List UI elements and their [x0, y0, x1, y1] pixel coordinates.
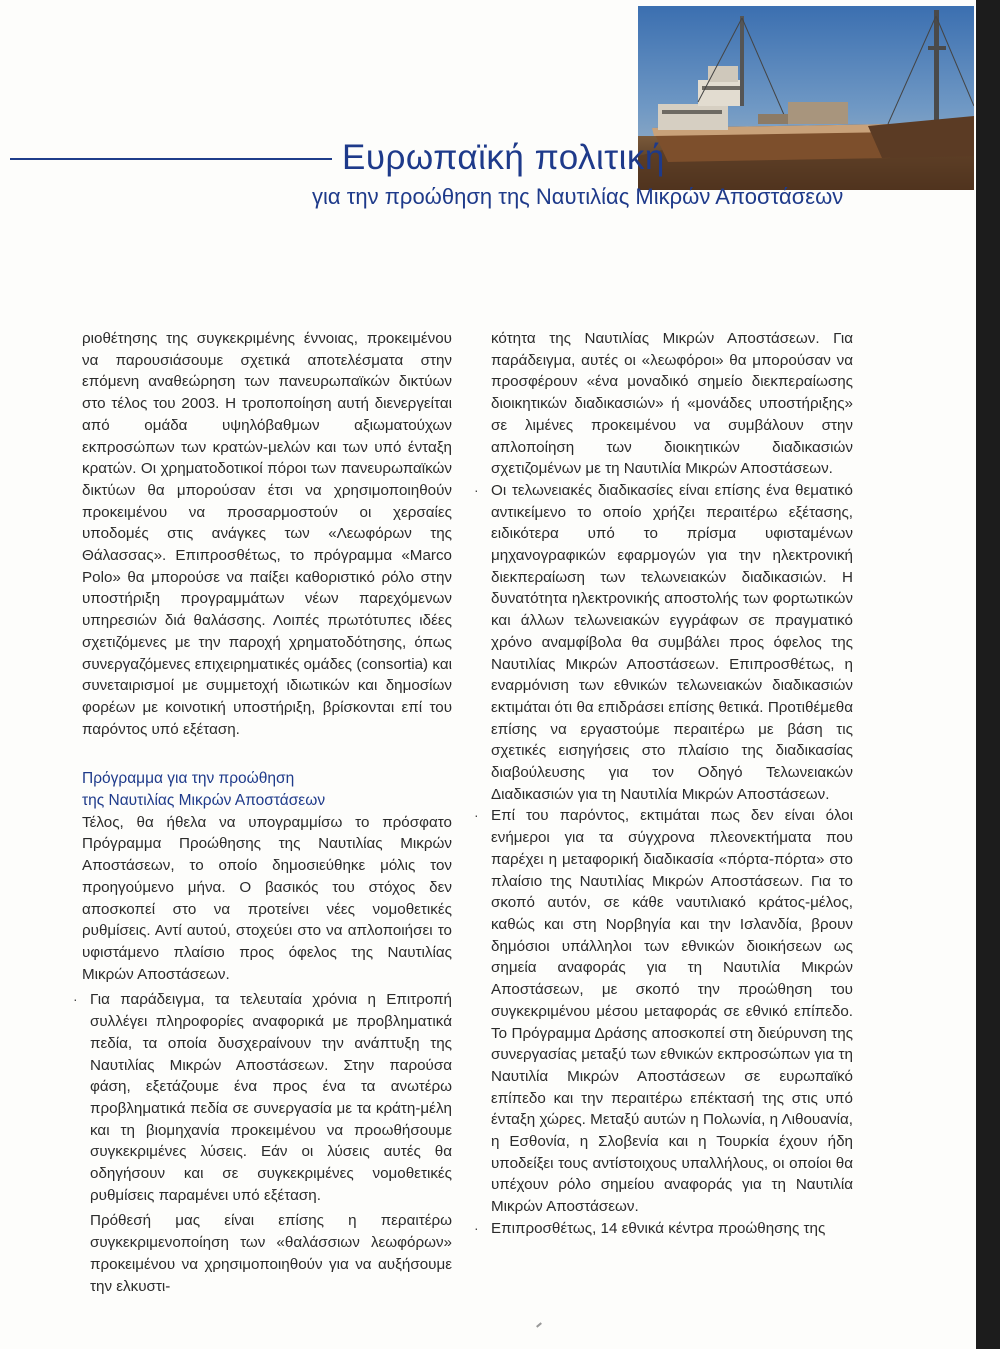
- ship-photo: [638, 6, 974, 190]
- bullet-dot: ·: [474, 1219, 479, 1236]
- scan-edge: [976, 0, 1000, 1349]
- bullet-item: [474, 1218, 853, 1240]
- header-rule: [10, 158, 332, 160]
- scan-mark: [536, 1322, 542, 1327]
- bullet-item: [474, 805, 853, 1217]
- bullet-dot: ·: [474, 481, 479, 498]
- program-paragraph: Τέλος, θα ήθελα να υπογραμμίσω το πρόσφατο Πρόγραμμα Προώθησης της Ναυτιλίας Μικρών Αποστάσεων, το οποίο δημοσιεύθηκε μόλις τον προηγούμενο μήνα. Ο βασικός του στόχος δεν αποσκοπεί στο να προτείνει νέες νομοθετικές ρυθμίσεις. Αντί αυτού, στοχεύει στο να απλοποιήσει το υφιστάμενο πλαίσιο προς όφελος της Ναυτιλίας Μικρών Αποστάσεων.: [82, 813, 452, 983]
- intention-paragraph: Πρόθεσή μας είναι επίσης η περαιτέρω συγκεκριμενοποίηση των «θαλάσσιων λεωφόρων» προκειμένου να χρησιμοποιηθούν για να αυξήσουμε την ελκυστι-: [90, 1212, 452, 1295]
- section-heading-line1: Πρόγραμμα για την προώθηση: [82, 770, 295, 788]
- left-column: [73, 328, 452, 1297]
- bullet-dot: ·: [474, 807, 479, 824]
- continued-paragraph: κότητα της Ναυτιλίας Μικρών Αποστάσεων. Για παράδειγμα, αυτές οι «λεωφόροι» θα μπορούσαν να προσφέρουν «ένα μοναδικό σημείο διεκπεραίωσης διοικητικών διαδικασιών» ή «μονάδες υποστήριξης» σε λιμένες προκειμένου να συμβάλουν στην απλοποίηση των διοικητικών διαδικασιών σχετιζομένων με τη Ναυτιλία Μικρών Αποστάσεων.: [491, 330, 853, 478]
- bullet-text: Για παράδειγμα, τα τελευταία χρόνια η Επιτροπή συλλέγει πληροφορίες αναφορικά με προβληματικά πεδία, τα οποία δυσχεραίνουν την ανάπτυξη της Ναυτιλίας Μικρών Αποστάσεων. Στην παρούσα φάση, εξετάζουμε ένα προς ένα τα ανωτέρω προβληματικά πεδία σε συνεργασία με τα κράτη-μέλη και τη βιομηχανία προκειμένου να προωθήσουμε συγκεκριμένες λύσεις. Εάν οι λύσεις αυτές θα οδηγήσουν και σε συγκεκριμένες νομοθετικές ρυθμίσεις παραμένει υπό εξέταση.: [90, 991, 452, 1204]
- bullet-item: [474, 480, 853, 806]
- intro-paragraph: ριοθέτησης της συγκεκριμένης έννοιας, προκειμένου να παρουσιάσουμε σχετικά αποτελέσματα στην επόμενη αναθεώρηση των πανευρωπαϊκών δικτύων στο τέλος του 2003. Η τροποποίηση αυτή διενεργείται από ομάδα υψηλόβαθμων αξιωματούχων εκπροσώπων των κρατών-μελών και των υπό ένταξη κρατών. Οι χρηματοδοτικοί πόροι των πανευρωπαϊκών δικτύων θα μπορούσαν έτσι να χρησιμοποιηθούν προκειμένου να προσαρμοστούν οι χερσαίες υποδομές στις ανάγκες των «Λεωφόρων της Θάλασσας». Επιπροσθέτως, το πρόγραμμα «Marco Polo» θα μπορούσε να παίξει καθοριστικό ρόλο στην υποστήριξη προγραμμάτων νέων παρεχόμενων υπηρεσιών διά θαλάσσης. Λοιπές πρωτότυπες ιδέες σχετιζόμενες με την παροχή χρηματοδότησης, όπως συνεργαζόμενες επιχειρηματικές ομάδες (consortia) και συνεταιρισμοί με συμμετοχή ιδιωτικών και δημοσίων φορέων με κοινοτική υποστήριξη, βρίσκονται επί του παρόντος υπό εξέταση.: [82, 330, 452, 738]
- section-heading: [82, 768, 452, 811]
- section-heading-line2: της Ναυτιλίας Μικρών Αποστάσεων: [82, 792, 326, 810]
- bullet-dot: ·: [73, 991, 78, 1008]
- bullet-text: Επί του παρόντος, εκτιμάται πως δεν είναι όλοι ενήμεροι για τα σύγχρονα πλεονεκτήματα που παρέχει η μεταφορική διαδικασία «πόρτα-πόρτα» στο πλαίσιο της Ναυτιλίας Μικρών Αποστάσεων. Για το σκοπό αυτόν, σε κάθε ναυτιλιακό κράτος-μέλος, καθώς και στη Νορβηγία και την Ισλανδία, βρουν δημόσιοι υπάλληλοι των εθνικών διοικήσεων ως σημεία αναφοράς για τη Ναυτιλία Μικρών Αποστάσεων, με σκοπό την προώθηση του συγκεκριμένου μέσου μεταφοράς σε εθνικό επίπεδο. Το Πρόγραμμα Δράσης αποσκοπεί στη διεύρυνση της συνεργασίας μεταξύ των εθνικών εκπροσώπων για τη Ναυτιλία Μικρών Αποστάσεων σε ευρωπαϊκό επίπεδο και την περαιτέρω επέκτασή της στις υπό ένταξη χώρες. Μεταξύ αυτών η Πολωνία, η Λιθουανία, η Εσθονία, η Σλοβενία και η Τουρκία έχουν ήδη υποδείξει τους αντίστοιχους υπαλλήλους, οι οποίοι θα υπέχουν ρόλο σημείου αναφοράς για τη Ναυτιλία Μικρών Αποστάσεων.: [491, 807, 853, 1216]
- right-column: [474, 328, 853, 1240]
- bullet-text: Οι τελωνειακές διαδικασίες είναι επίσης ένα θεματικό αντικείμενο το οποίο χρήζει περαιτέρω εξέτασης, ειδικότερα υπό το πρίσμα υφισταμένων μηχανογραφικών εφαρμογών για την ηλεκτρονική διεκπεραίωση των τελωνειακών διαδικασιών. Η δυνατότητα ηλεκτρονικής αποστολής των φορτωτικών και άλλων τελωνειακών εγγράφων σε πραγματικό χρόνο αναμφίβολα θα συμβάλει προς όφελος της Ναυτιλίας Μικρών Αποστάσεων. Επιπροσθέτως, η εναρμόνιση των εθνικών τελωνειακών διαδικασιών εκτιμάται ότι θα επιδράσει επίσης θετικά. Προτιθέμεθα επίσης να εργαστούμε περαιτέρω με βάση τις σχετικές εισηγήσεις στο πλαίσιο της διαδικασίας διαβούλευσης για τον Οδηγό Τελωνειακών Διαδικασιών για τη Ναυτιλία Μικρών Αποστάσεων.: [491, 481, 853, 803]
- bullet-item: [73, 989, 452, 1206]
- page-subtitle: για την προώθηση της Ναυτιλίας Μικρών Αποστάσεων: [312, 184, 844, 209]
- bullet-text: Επιπροσθέτως, 14 εθνικά κέντρα προώθησης της: [491, 1219, 826, 1237]
- page-title: Ευρωπαϊκή πολιτική: [342, 138, 665, 177]
